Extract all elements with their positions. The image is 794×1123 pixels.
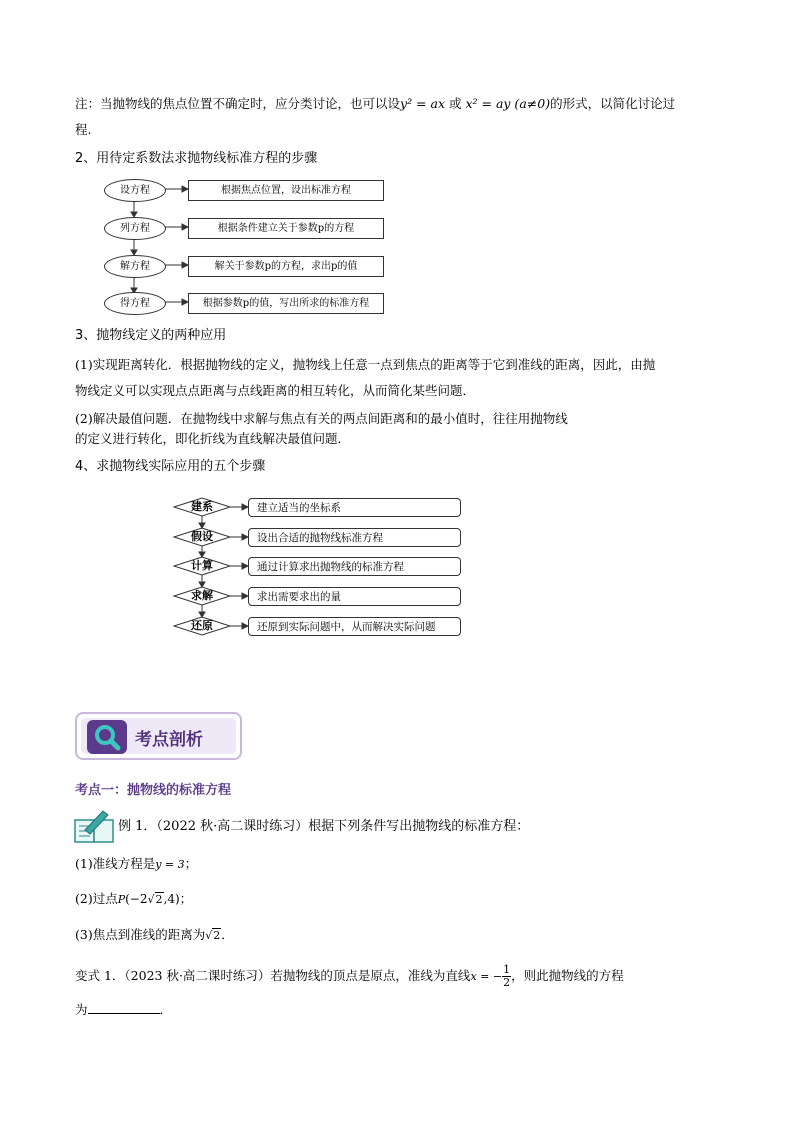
flowchart-2-step-3-label: 计算	[191, 559, 213, 572]
example-1-intro: 例 1．（2022 秋·高二课时练习）根据下列条件写出抛物线的标准方程：	[118, 819, 530, 834]
flowchart-1-step-1-box: 根据焦点位置，设出标准方程	[188, 180, 384, 201]
book-pencil-icon	[73, 808, 117, 844]
variant-1-equation: x = −	[470, 970, 503, 983]
flowchart-1-step-3-box: 解关于参数p的方程，求出p的值	[188, 256, 384, 277]
section-3-title: 3、抛物线定义的两种应用	[75, 328, 227, 343]
flowchart-1-connectors	[0, 0, 794, 330]
flowchart-2-step-4-label: 求解	[191, 589, 213, 602]
variant-1-wei: 为	[75, 1002, 88, 1017]
item-2-coord-end: ,4)	[163, 892, 180, 906]
note-or: 或	[445, 96, 466, 111]
flowchart-2-step-1-box: 建立适当的坐标系	[248, 498, 461, 517]
item-1-text: (1)准线方程是	[75, 856, 156, 871]
section-3-point-2-line-2: 的定义进行转化，即化折线为直线解决最值问题．	[75, 431, 351, 446]
section-banner	[75, 712, 242, 760]
note-text: 注：当抛物线的焦点位置不确定时，应分类讨论，也可以设	[75, 96, 401, 111]
flowchart-1-step-4-box: 根据参数p的值，写出所求的标准方程	[188, 293, 384, 314]
flowchart-2-step-2-label: 假设	[191, 530, 213, 543]
example-1-item-1	[75, 855, 197, 874]
item-2-text: (2)过点	[75, 891, 118, 906]
kaodian-1-title: 考点一：抛物线的标准方程	[75, 783, 232, 798]
flowchart-2-step-2-box: 设出合适的抛物线标准方程	[248, 528, 461, 547]
fraction-denominator: 2	[503, 976, 511, 989]
flowchart-1-step-1-oval: 设方程	[104, 179, 166, 202]
flowchart-1-step-4-oval: 得方程	[104, 292, 166, 315]
item-3-text: (3)焦点到准线的距离为	[75, 927, 206, 942]
item-2-radicand: 2	[155, 893, 163, 906]
note-line-2: 程.	[75, 122, 92, 137]
note-equation-1: y² = ax	[400, 96, 446, 111]
variant-1-text-end: ，则此抛物线的方程	[511, 968, 624, 983]
example-1-item-2: (2)过点P(−2√2,4)；	[75, 891, 193, 906]
variant-1-line-1	[75, 962, 624, 991]
item-2-point-name: P	[117, 893, 126, 906]
flowchart-2-step-4-box: 求出需要求出的量	[248, 587, 461, 606]
section-3-point-2-line-1: (2)解决最值问题．在抛物线中求解与焦点有关的两点间距离和的最小值时，往往用抛物线	[75, 411, 568, 426]
variant-1-text: 变式 1．（2023 秋·高二课时练习）若抛物线的顶点是原点，准线为直线	[75, 968, 471, 983]
flowchart-2-step-1-label: 建系	[191, 500, 213, 513]
variant-1-end: ．	[159, 1002, 173, 1017]
section-3-point-1-line-2: 物线定义可以实现点点距离与点线距离的相互转化，从而简化某些问题．	[75, 383, 476, 398]
flowchart-2-step-5-label: 还原	[191, 619, 213, 632]
item-1-equation: y = 3	[155, 858, 185, 871]
banner-title: 考点剖析	[135, 730, 203, 750]
note-equation-2: x² = ay (a≠0)	[465, 96, 551, 111]
item-3-end: ．	[221, 927, 234, 942]
variant-1-fraction	[502, 964, 511, 989]
section-3-point-1-line-1: (1)实现距离转化．根据抛物线的定义，抛物线上任意一点到焦点的距离等于它到准线的距离，因此，由抛	[75, 357, 656, 372]
flowchart-2-step-3-box: 通过计算求出抛物线的标准方程	[248, 557, 461, 576]
section-2-title: 2、用待定系数法求抛物线标准方程的步骤	[75, 151, 318, 166]
flowchart-1-step-2-box: 根据条件建立关于参数p的方程	[188, 218, 384, 239]
item-2-coord-start: (−2	[125, 892, 148, 906]
magnifier-icon	[87, 720, 127, 754]
flowchart-2-step-5-box: 还原到实际问题中，从而解决实际问题	[248, 617, 461, 636]
item-3-radicand: 2	[213, 929, 221, 942]
item-2-end: ；	[179, 891, 193, 906]
flowchart-1-step-2-oval: 列方程	[104, 217, 166, 240]
note-text-end: 的形式，以简化讨论过	[550, 96, 676, 111]
answer-blank	[88, 1001, 160, 1014]
fraction-numerator: 1	[503, 963, 511, 976]
item-1-end: ；	[184, 856, 198, 871]
flowchart-1-step-3-oval: 解方程	[104, 255, 166, 278]
section-4-title: 4、求抛物线实际应用的五个步骤	[75, 459, 266, 474]
example-1-item-3: (3)焦点到准线的距离为√2．	[75, 927, 234, 942]
variant-1-line-2	[75, 1001, 172, 1019]
